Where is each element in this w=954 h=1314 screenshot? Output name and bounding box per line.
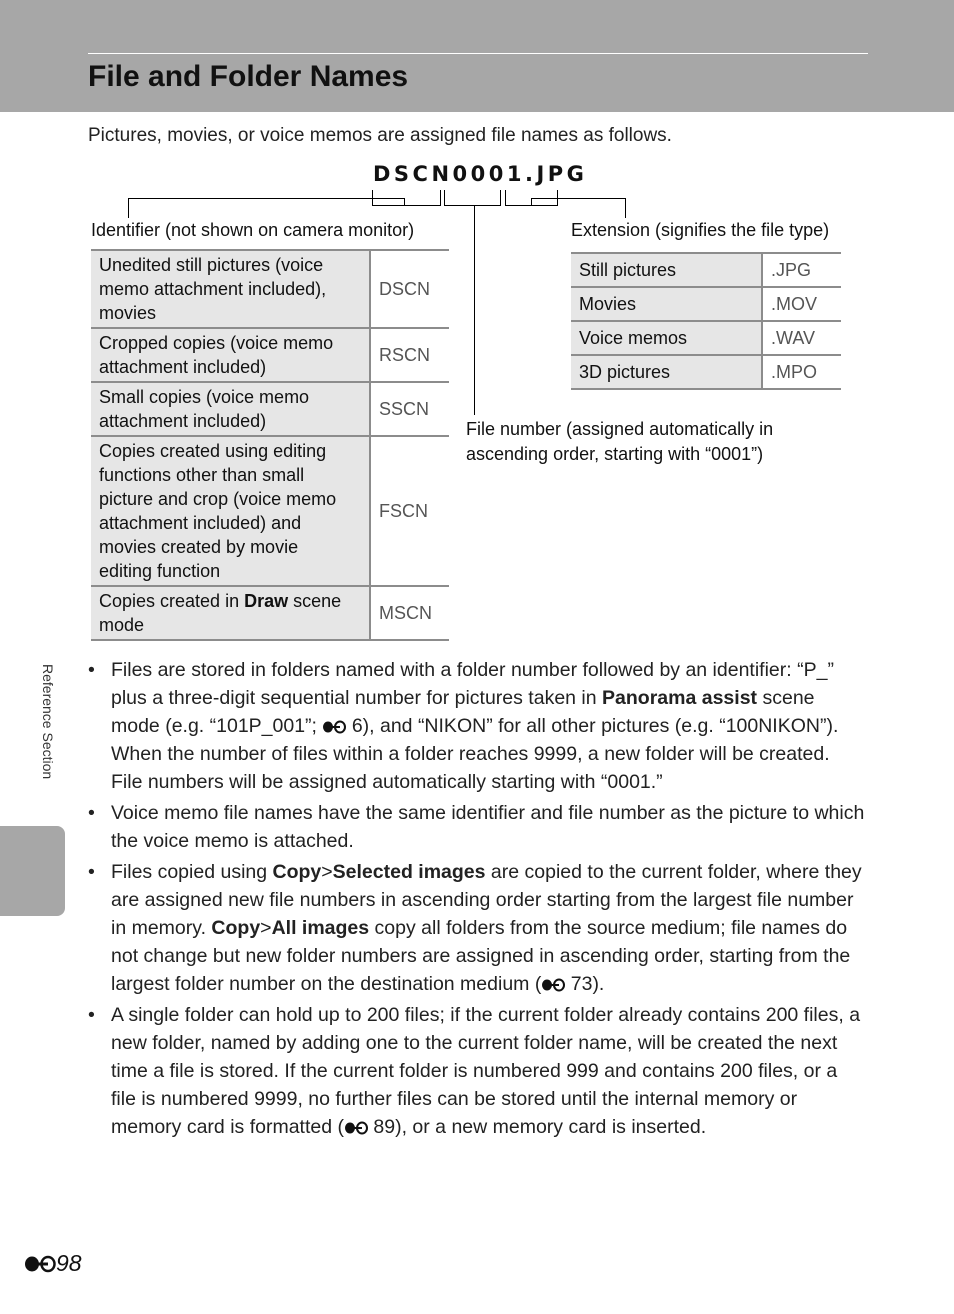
file-extension: .MPO [762, 355, 841, 389]
file-type-label: Movies [571, 287, 762, 321]
list-item: • Voice memo file names have the same identifier and file number as the picture to which the voice memo is attached. [88, 802, 865, 852]
list-item: • Files copied using Copy>Selected images are copied to the current folder, where they are assigned new file numbers in ascending order starting from the largest file number in memory. Copy>All images copy all folders from the source medium; file names do not change but new folder numbers are assigned in ascending order, starting from the largest folder number on the destination medium ( 73). [88, 861, 862, 995]
identifier-description: Copies created in Draw scene mode [91, 586, 370, 640]
file-extension: .WAV [762, 321, 841, 355]
table-row [91, 382, 449, 436]
page-number: 98 [24, 1250, 82, 1277]
file-extension: .JPG [762, 253, 841, 287]
list-item: • A single folder can hold up to 200 files; if the current folder already contains 200 files, a new folder, named by adding one to the current folder name, will be created the next time a file is stored. If the current folder is numbered 999 and contains 200 files, or a file is numbered 9999, no further files can be stored until the internal memory or memory card is formatted ( 89), or a new memory card is inserted. [88, 1004, 861, 1138]
page-title: File and Folder Names [88, 60, 409, 93]
identifier-table [91, 249, 449, 641]
table-row [91, 436, 449, 586]
section-tab [0, 826, 65, 916]
file-number-label: File number (assigned automatically in ascending order, starting with “0001”) [466, 419, 774, 464]
extension-table [571, 252, 841, 390]
section-side-label: Reference Section [40, 664, 56, 780]
identifier-description: Small copies (voice memo attachment included) [91, 382, 370, 436]
header-rule [88, 53, 868, 54]
identifier-label: Identifier (not shown on camera monitor) [91, 220, 415, 240]
table-row [91, 250, 449, 328]
identifier-code: DSCN [370, 250, 449, 328]
identifier-code: SSCN [370, 382, 449, 436]
identifier-code: RSCN [370, 328, 449, 382]
file-type-label: 3D pictures [571, 355, 762, 389]
table-row [571, 355, 841, 389]
list-item: • Files are stored in folders named with a folder number followed by an identifier: “P_” plus a three-digit sequential number for pictures taken in Panorama assist scene mode (e.g. “101P_001”; 6), and “NIKON” for all other pictures (e.g. “100NIKON”). When the number of files within a folder reaches 9999, a new folder will be created. File numbers will be assigned automatically starting with “0001.” [88, 659, 839, 793]
table-row [571, 321, 841, 355]
reference-section-icon [24, 1255, 56, 1273]
identifier-description: Copies created using editing functions other than small picture and crop (voice memo attachment included) and movies created by movie editing function [91, 436, 370, 586]
reference-section-icon [344, 1121, 368, 1135]
extension-label: Extension (signifies the file type) [571, 220, 830, 240]
identifier-description: Unedited still pictures (voice memo attachment included), movies [91, 250, 370, 328]
table-row [571, 287, 841, 321]
reference-section-icon [322, 720, 346, 734]
example-filename: DSCN0001.JPG [373, 162, 588, 186]
table-row [571, 253, 841, 287]
table-row [91, 586, 449, 640]
file-type-label: Voice memos [571, 321, 762, 355]
file-type-label: Still pictures [571, 253, 762, 287]
notes-list [88, 656, 866, 1144]
identifier-description: Cropped copies (voice memo attachment included) [91, 328, 370, 382]
reference-section-icon [541, 978, 565, 992]
header-band [0, 0, 954, 112]
identifier-code: FSCN [370, 436, 449, 586]
file-extension: .MOV [762, 287, 841, 321]
identifier-code: MSCN [370, 586, 449, 640]
table-row [91, 328, 449, 382]
intro-text: Pictures, movies, or voice memos are assigned file names as follows. [88, 125, 672, 146]
